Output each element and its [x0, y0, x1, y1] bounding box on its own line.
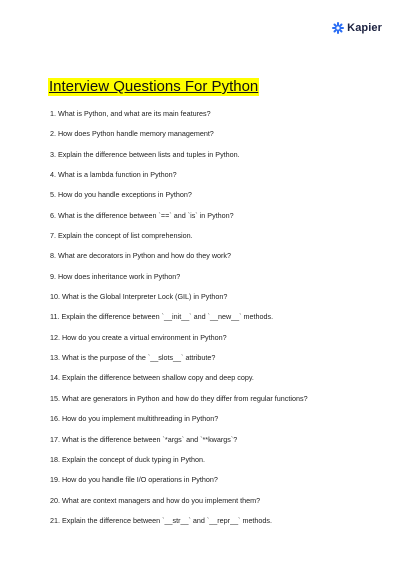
question-item: 20. What are context managers and how do you implement them?	[50, 495, 261, 505]
question-item: 13. What is the purpose of the `__slots__` attribute?	[50, 353, 216, 363]
question-item: 9. How does inheritance work in Python?	[50, 271, 181, 281]
question-item: 10. What is the Global Interpreter Lock (GIL) in Python?	[50, 292, 228, 302]
question-item: 16. How do you implement multithreading in Python?	[50, 414, 219, 424]
question-item: 5. How do you handle exceptions in Python?	[50, 190, 192, 200]
question-item: 21. Explain the difference between `__str__` and `__repr__` methods.	[50, 515, 273, 525]
question-item: 19. How do you handle file I/O operations in Python?	[50, 475, 218, 485]
question-item: 4. What is a lambda function in Python?	[50, 170, 177, 180]
question-item: 2. How does Python handle memory management?	[50, 129, 214, 139]
question-item: 14. Explain the difference between shallow copy and deep copy.	[50, 373, 254, 383]
question-item: 6. What is the difference between `==` and `is` in Python?	[50, 210, 234, 220]
question-item: 8. What are decorators in Python and how do they work?	[50, 251, 231, 261]
question-item: 3. Explain the difference between lists and tuples in Python.	[50, 149, 240, 159]
question-item: 15. What are generators in Python and how do they differ from regular functions?	[50, 393, 308, 403]
question-item: 17. What is the difference between `*args` and `**kwargs`?	[50, 434, 238, 444]
question-item: 11. Explain the difference between `__init__` and `__new__` methods.	[50, 312, 274, 322]
question-list	[50, 109, 308, 536]
question-item: 12. How do you create a virtual environment in Python?	[50, 332, 227, 342]
kapier-asterisk-logo-icon	[332, 22, 344, 34]
question-item: 18. Explain the concept of duck typing in Python.	[50, 454, 206, 464]
document-title: Interview Questions For Python	[49, 78, 259, 95]
brand-name: Kapier	[347, 22, 382, 34]
question-item: 7. Explain the concept of list comprehension.	[50, 231, 193, 241]
brand-logo	[332, 22, 382, 34]
question-item: 1. What is Python, and what are its main features?	[50, 109, 211, 118]
